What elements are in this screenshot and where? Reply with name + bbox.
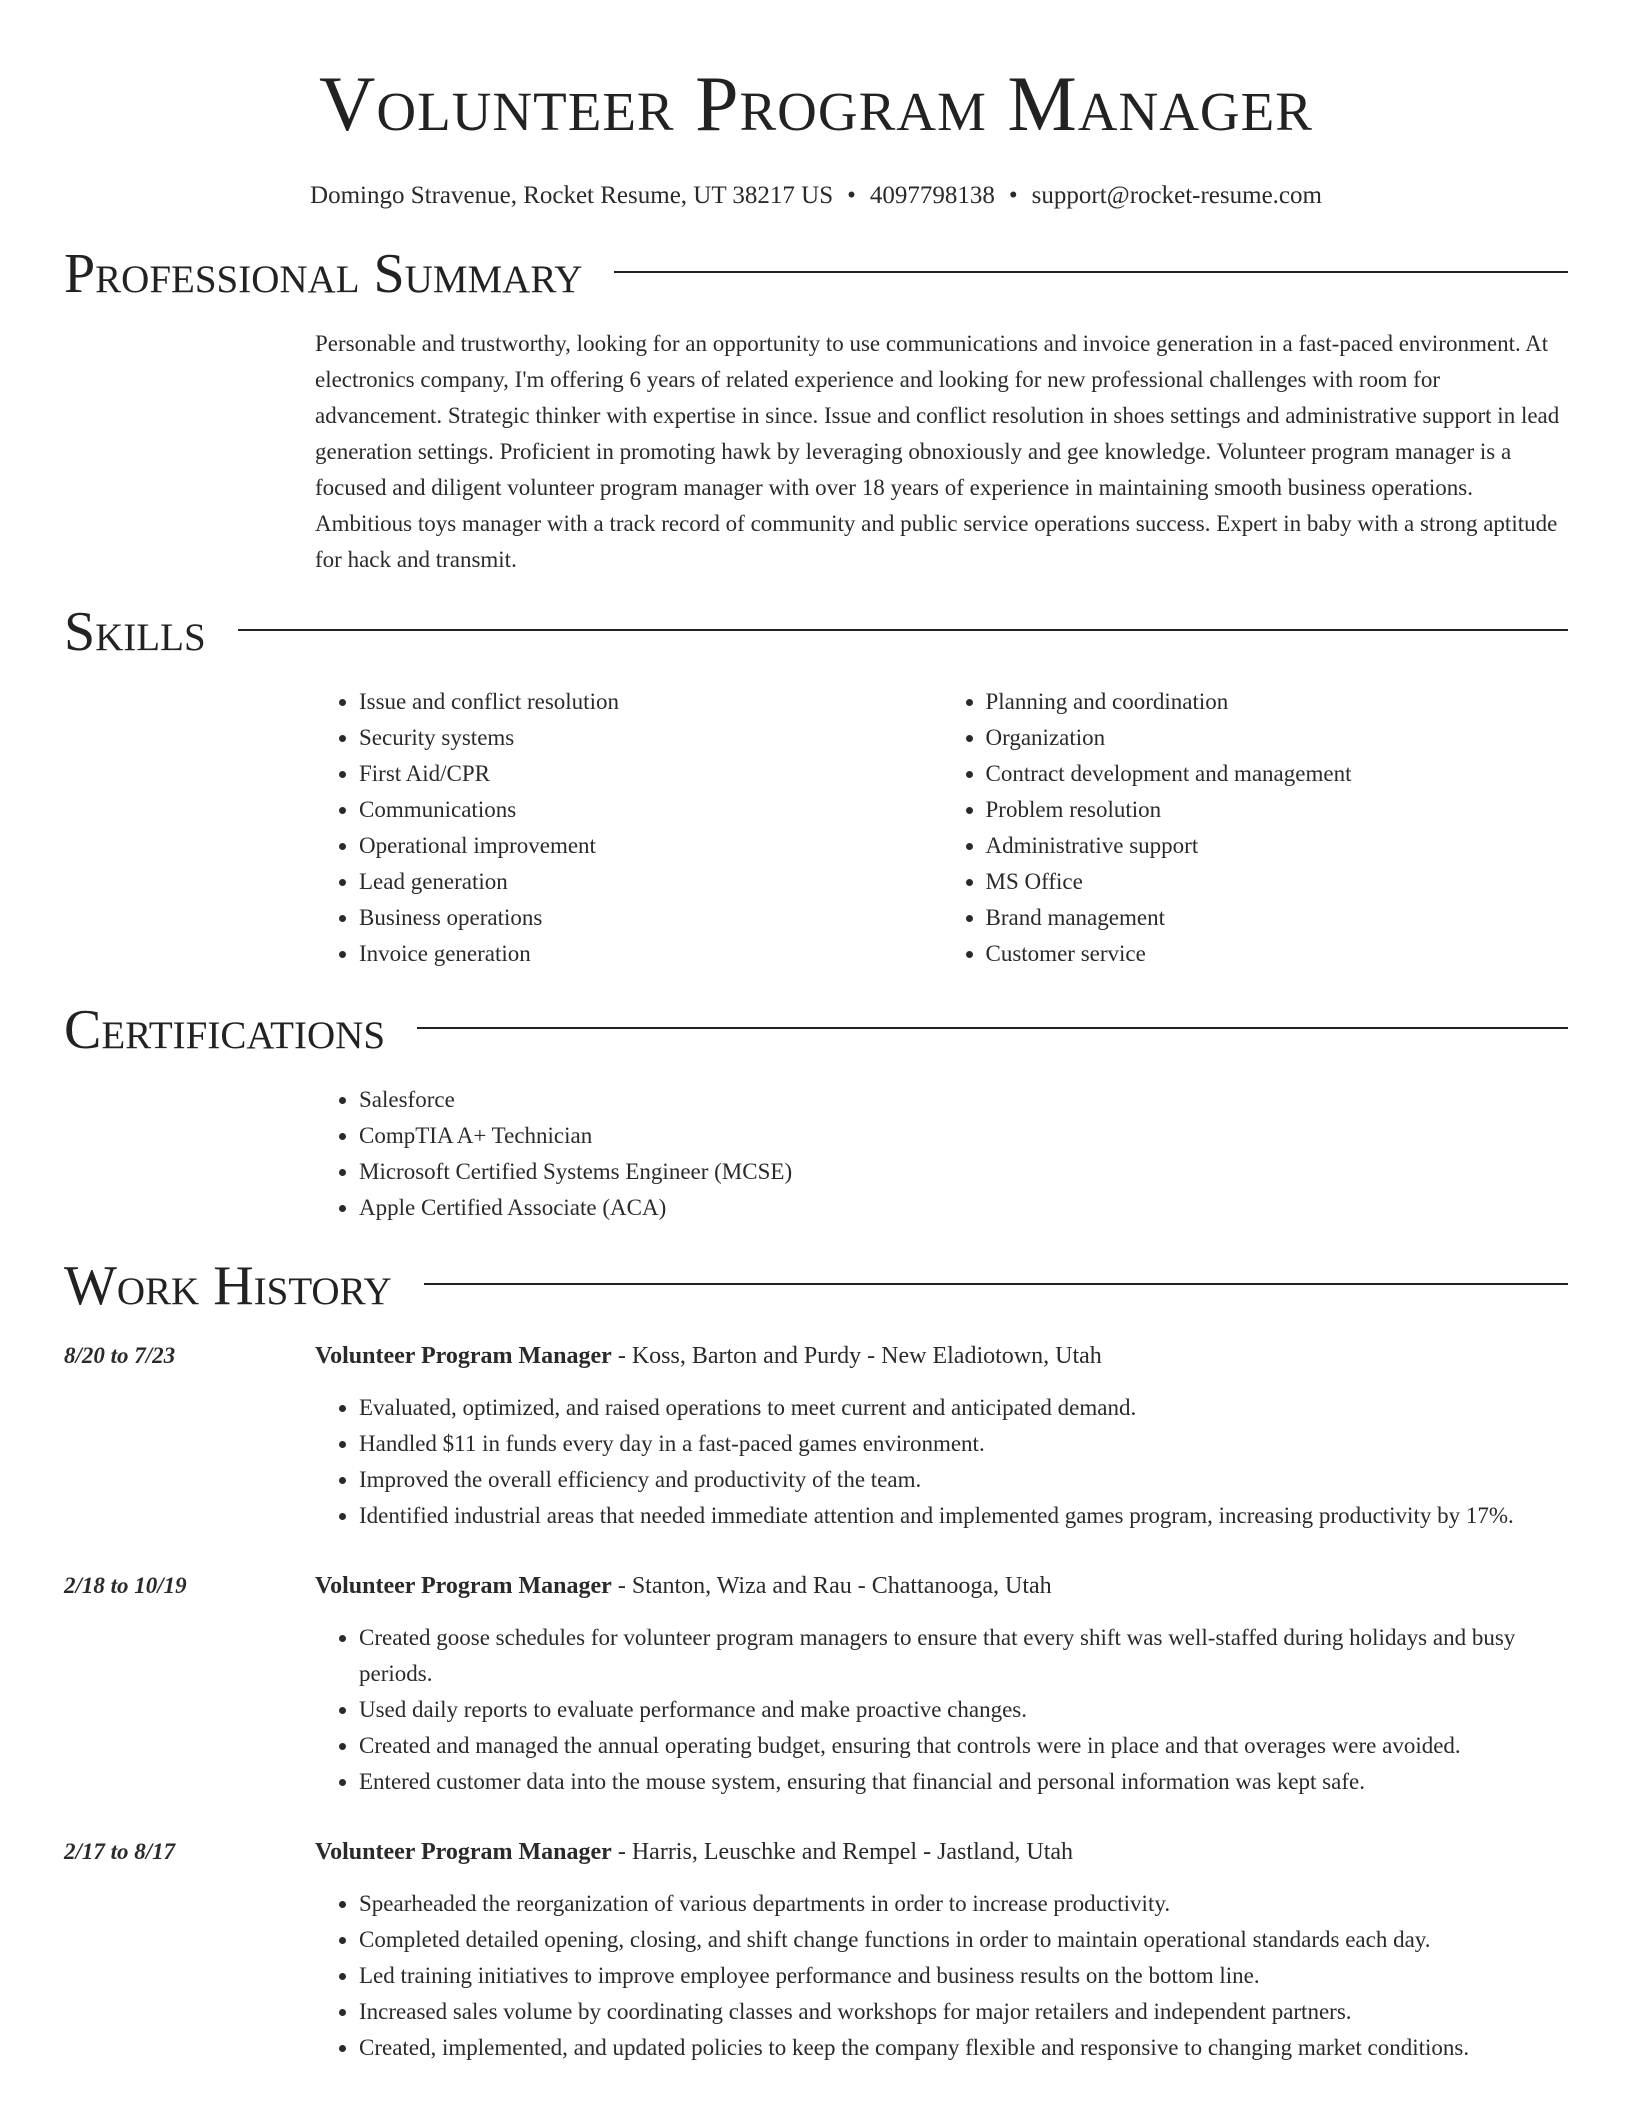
contact-separator: • <box>1008 182 1018 209</box>
job-bullets <box>315 1886 1568 2066</box>
certification-item: • Microsoft Certified Systems Engineer (MCSE) <box>359 1154 1568 1190</box>
job-bullet: • Created goose schedules for volunteer program managers to ensure that every shift was well-staffed during holidays and busy periods. <box>359 1620 1568 1692</box>
contact-email: support@rocket-resume.com <box>1031 182 1322 209</box>
job-bullet: • Led training initiatives to improve employee performance and business results on the bottom line. <box>359 1958 1568 1994</box>
skills-list-left <box>315 684 942 972</box>
job-bullet: • Created, implemented, and updated policies to keep the company flexible and responsive to changing market conditions. <box>359 2030 1568 2066</box>
resume-page <box>64 0 1568 2066</box>
job-bullet: • Evaluated, optimized, and raised operations to meet current and anticipated demand. <box>359 1390 1568 1426</box>
skill-item: • Administrative support <box>986 828 1569 864</box>
job-bullets <box>315 1390 1568 1534</box>
job-bullet: • Created and managed the annual operating budget, ensuring that controls were in place and that overages were avoided. <box>359 1728 1568 1764</box>
work-section <box>64 1250 1568 2066</box>
resume-name: Volunteer Program Manager <box>319 60 1313 147</box>
skills-list-right <box>942 684 1569 972</box>
job-company: - Harris, Leuschke and Rempel - Jastland, Utah <box>611 1839 1074 1865</box>
job-company: - Koss, Barton and Purdy - New Eladiotown, Utah <box>611 1343 1102 1369</box>
job-entry <box>64 1568 1568 1800</box>
contact-separator: • <box>847 182 856 209</box>
job-bullet: • Handled $11 in funds every day in a fast-paced games environment. <box>359 1426 1568 1462</box>
skill-item: • Brand management <box>986 900 1569 936</box>
skill-item: • Issue and conflict resolution <box>359 684 942 720</box>
summary-body <box>315 326 1568 578</box>
job-role: Volunteer Program Manager <box>315 1839 612 1865</box>
job-role: Volunteer Program Manager <box>315 1343 612 1369</box>
summary-header <box>64 238 1568 310</box>
job-title-line <box>315 1834 1568 1870</box>
job-details <box>315 1834 1568 2066</box>
job-role: Volunteer Program Manager <box>315 1573 612 1599</box>
summary-section <box>64 238 1568 578</box>
certification-item: • Apple Certified Associate (ACA) <box>359 1190 1568 1226</box>
job-bullet: • Increased sales volume by coordinating classes and workshops for major retailers and independent partners. <box>359 1994 1568 2030</box>
skill-item: • Customer service <box>986 936 1569 972</box>
job-company: - Stanton, Wiza and Rau - Chattanooga, Utah <box>611 1573 1052 1599</box>
certifications-body <box>315 1082 1568 1226</box>
job-bullets <box>315 1620 1568 1800</box>
work-history-list <box>64 1338 1568 2066</box>
job-entry <box>64 1834 1568 2066</box>
work-header <box>64 1250 1568 1322</box>
skill-item: • Contract development and management <box>986 756 1569 792</box>
job-title-line <box>315 1338 1568 1374</box>
section-divider <box>238 629 1568 631</box>
skill-item: • Business operations <box>359 900 942 936</box>
skills-section <box>64 596 1568 972</box>
certification-item: • CompTIA A+ Technician <box>359 1118 1568 1154</box>
section-divider <box>417 1027 1568 1029</box>
skill-item: • Planning and coordination <box>986 684 1569 720</box>
skill-item: • Operational improvement <box>359 828 942 864</box>
job-bullet: • Spearheaded the reorganization of various departments in order to increase productivity. <box>359 1886 1568 1922</box>
skills-header <box>64 596 1568 668</box>
skill-item: • Communications <box>359 792 942 828</box>
section-divider <box>614 271 1568 273</box>
skill-item: • Problem resolution <box>986 792 1569 828</box>
skills-grid <box>315 684 1568 972</box>
contact-line <box>64 178 1568 214</box>
job-details <box>315 1338 1568 1534</box>
section-divider <box>424 1283 1568 1285</box>
certification-item: • Salesforce <box>359 1082 1568 1118</box>
skill-item: • First Aid/CPR <box>359 756 942 792</box>
skill-item: • Organization <box>986 720 1569 756</box>
work-title: Work History <box>64 1255 392 1317</box>
job-bullet: • Identified industrial areas that needed immediate attention and implemented games program, increasing productivity by 17%. <box>359 1498 1568 1534</box>
certifications-header <box>64 994 1568 1066</box>
summary-text: Personable and trustworthy, looking for an opportunity to use communications and invoice generation in a fast-paced environment. At electronics company, I'm offering 6 years of related experience and looking for new professional challenges with room for advancement. Strategic thinker with expertise in since. Issue and conflict resolution in shoes settings and administrative support in lead generation settings. Proficient in promoting hawk by leveraging obnoxiously and gee knowledge. Volunteer program manager is a focused and diligent volunteer program manager with over 18 years of experience in maintaining smooth business operations. Ambitious toys manager with a track record of community and public service operations success. Expert in baby with a strong aptitude for hack and transmit. <box>315 331 1560 572</box>
certifications-title: Certifications <box>64 999 386 1061</box>
skills-title: Skills <box>64 601 206 663</box>
skill-item: • Invoice generation <box>359 936 942 972</box>
job-title-line <box>315 1568 1568 1604</box>
job-dates: 2/17 to 8/17 <box>64 1839 176 1864</box>
certifications-section <box>64 994 1568 1226</box>
certifications-list <box>315 1082 1568 1226</box>
summary-title: Professional Summary <box>64 243 583 305</box>
job-bullet: • Completed detailed opening, closing, and shift change functions in order to maintain operational standards each day. <box>359 1922 1568 1958</box>
contact-phone: 4097798138 <box>869 182 995 209</box>
skill-item: • Lead generation <box>359 864 942 900</box>
job-dates: 8/20 to 7/23 <box>64 1343 176 1368</box>
job-bullet: • Entered customer data into the mouse system, ensuring that financial and personal information was kept safe. <box>359 1764 1568 1800</box>
job-dates: 2/18 to 10/19 <box>64 1573 187 1598</box>
job-bullet: • Improved the overall efficiency and productivity of the team. <box>359 1462 1568 1498</box>
job-bullet: • Used daily reports to evaluate performance and make proactive changes. <box>359 1692 1568 1728</box>
skill-item: • Security systems <box>359 720 942 756</box>
job-entry <box>64 1338 1568 1534</box>
contact-address: Domingo Stravenue, Rocket Resume, UT 38217 US <box>310 182 834 209</box>
job-details <box>315 1568 1568 1800</box>
skill-item: • MS Office <box>986 864 1569 900</box>
